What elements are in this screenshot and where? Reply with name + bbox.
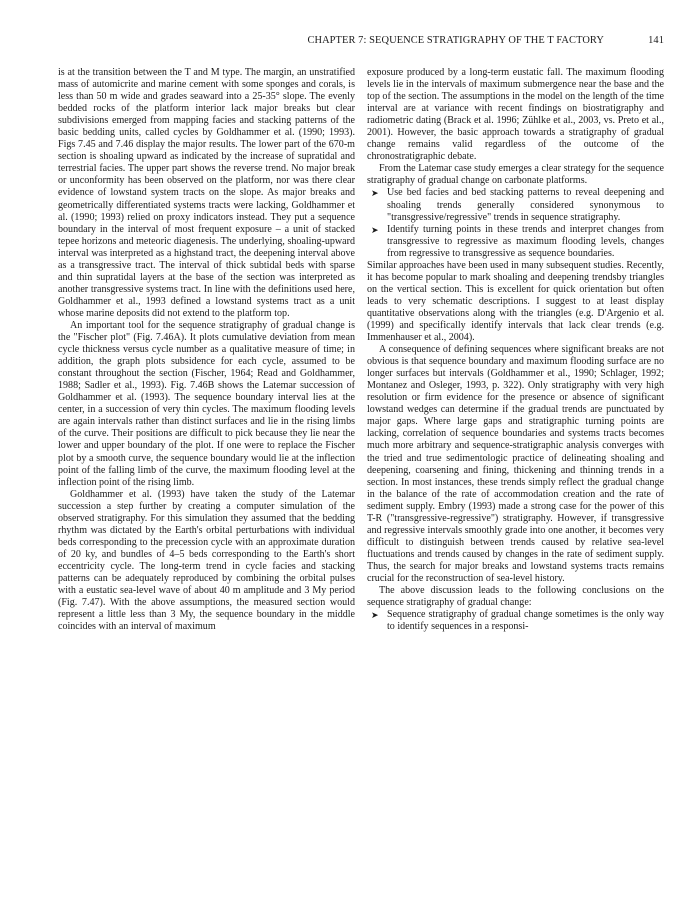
paragraph: An important tool for the sequence stratigraphy of gradual change is the "Fischer plot" (Fig. 7.46A). It plots cumulative deviation from mean cycle thickness versus cycle number as a qualitative measure of time; in addition, the graph plots subsidence for each cycle, assumed to be constant throughout the section (Fischer, 1964; Read and Goldhammer, 1988; Sadler et al., 1993). Fig. 7.46B shows the Latemar succession of Goldhammer et al. (1993). The sequence boundary interval lies at the center, in a succession of very thin cycles. The maximum flooding levels are again intervals rather than distinct surfaces and lie in the rising limbs of the curve. Their positions are difficult to pick because they lie near the lower and upper boundary of the plot. If one were to replace the Fischer plot by a smooth curve, the sequence boundary would lie at the inflection point of the falling limb of the curve, the maximum flooding level at the inflection point of the rising limb. [58, 319, 355, 488]
arrow-bullet-icon: ➤ [371, 224, 379, 235]
paragraph: A consequence of defining sequences where significant breaks are not obvious is that sequence boundary and maximum flooding surface are no longer surfaces but intervals (Goldhammer et al., 1990; Schlager, 1992; Montanez and Osleger, 1993, p. 322). Only stratigraphy with very high resolution or firm evidence for the presence or absence of significant lowstand wedges can determine if the gradual trends are punctuated by major gaps. Where large gaps and stratigraphic turning points are lacking, correlation of sequence boundaries and systems tracts becomes much more arbitrary and sequence-stratigraphic analysis converges with the tried and true sedimentologic practice of delineating shoaling and deepening, coarsening and fining, thickening and thinning trends in a section. In most instances, these trends simply reflect the gradual change in the balance of the rate of accommodation creation and the rate of sediment supply. Embry (1993) made a strong case for the power of this T-R ("transgressive-regressive") stratigraphy. However, if transgressive and regressive intervals smoothly grade into one another, it becomes very difficult to distinguish between trends caused by relative sea-level fluctuations and trends caused by changes in the rate of sediment supply. Thus, the search for major breaks and lowstand systems tracts remains crucial for the reconstruction of sea-level history. [367, 344, 664, 584]
list-item [367, 187, 664, 223]
paragraph: Similar approaches have been used in many subsequent studies. Recently, it has become popular to mark shoaling and deepening trendsby triangles on the vertical section. This is excellent for quick orientation but often leads to very schematic descriptions. I suggest to at least display quantitative observations along with the triangles (e.g. D'Argenio et al. (1999) and specifically identify intervals that lack clear trends (e.g. Immenhauser et al., 2004). [367, 259, 664, 344]
conclusions-list [367, 609, 664, 633]
paragraph: The above discussion leads to the following conclusions on the sequence stratigraphy of gradual change: [367, 585, 664, 609]
right-column [367, 67, 664, 633]
running-header [58, 35, 664, 49]
left-column [58, 67, 355, 633]
arrow-bullet-icon: ➤ [371, 188, 379, 199]
list-item [367, 609, 664, 633]
arrow-bullet-icon: ➤ [371, 610, 379, 621]
list-item-text: Identify turning points in these trends and interpret changes from transgressive to regressive as maximum flooding levels, changes from regressive to transgressive as sequence boundaries. [387, 223, 664, 259]
paragraph: is at the transition between the T and M type. The margin, an unstratified mass of automicrite and marine cement with some sponges and corals, is less than 50 m wide and grades seaward into a 25-35° slope. The evenly bedded rocks of the platform interior lack major breaks but clear subdivisions emerged from mapping facies and stacking patterns of the basic bedding units, called cycles by Goldhammer et al. (1990; 1993). Figs 7.45 and 7.46 display the major results. The lower part of the 670-m section is shoaling upward as indicated by the increase of supratidal and terrestrial facies. The upper part shows the reverse trend. No major break or unconformity has been observed on the platform, nor was there clear evidence of lowstand system tracts on the slope. As major breaks and geometrically differentiated systems tracts were lacking, Goldhammer et al. (1990; 1993) relied on proxy indicators instead. They put a sequence boundary in the interval of most frequent exposure – a unit of stacked tepee horizons and meteoric diagenesis. The underlying, shoaling-upward interval was interpreted as a highstand tract, the deepening interval above as a transgressive tract. The interval of thick subtidal beds with sparse and thin supratidal layers at the base of the section was interpreted as another transgressive systems tract. In line with the definitions used here, Goldhammer et al., 1993 defined a lowstand systems tract as a unit whose marine deposits did not extend to the platform top. [58, 67, 355, 319]
page-number: 141 [648, 35, 664, 46]
chapter-title: CHAPTER 7: SEQUENCE STRATIGRAPHY OF THE T FACTORY [307, 35, 604, 46]
paragraph: From the Latemar case study emerges a clear strategy for the sequence stratigraphy of gradual change on carbonate platforms. [367, 163, 664, 187]
list-item-text: Use bed facies and bed stacking patterns to reveal deepening and shoaling trends generally considered synonymous to "transgressive/regressive" trends in sequence stratigraphy. [387, 187, 664, 223]
paragraph: exposure produced by a long-term eustatic fall. The maximum flooding levels lie in the intervals of maximum submergence near the base and the top of the section. The assumptions in the model on the length of the time interval are at variance with recent findings on biostratigraphy and radiometric dating (Brack et al. 1996; Zühlke et al., 2003, vs. Preto et al., 2001). However, the basic approach towards a stratigraphy of gradual change remains valid regardless of the outcome of the chronostratigraphic debate. [367, 67, 664, 163]
list-item [367, 224, 664, 260]
list-item-text: Sequence stratigraphy of gradual change sometimes is the only way to identify sequences in a responsi- [387, 609, 664, 633]
strategy-list [367, 187, 664, 259]
paragraph: Goldhammer et al. (1993) have taken the study of the Latemar succession a step further by creating a computer simulation of the observed stratigraphy. For this simulation they assumed that the bedding rhythm was dictated by the Earth's orbital perturbations with individual beds corresponding to the precession cycle with an approximate duration of 20 ky, and bundles of 4–5 beds corresponding to the Earth's short eccentricity cycle. The long-term trend in cycle facies and stacking patterns can be adequately reproduced by combining the orbital pulses with a eustatic sea-level wave of about 40 m amplitude and 3 My period (Fig. 7.47). With the above assumptions, the measured section would represent a little less than 3 My, the sequence boundary in the middle coincides with an interval of maximum [58, 488, 355, 633]
